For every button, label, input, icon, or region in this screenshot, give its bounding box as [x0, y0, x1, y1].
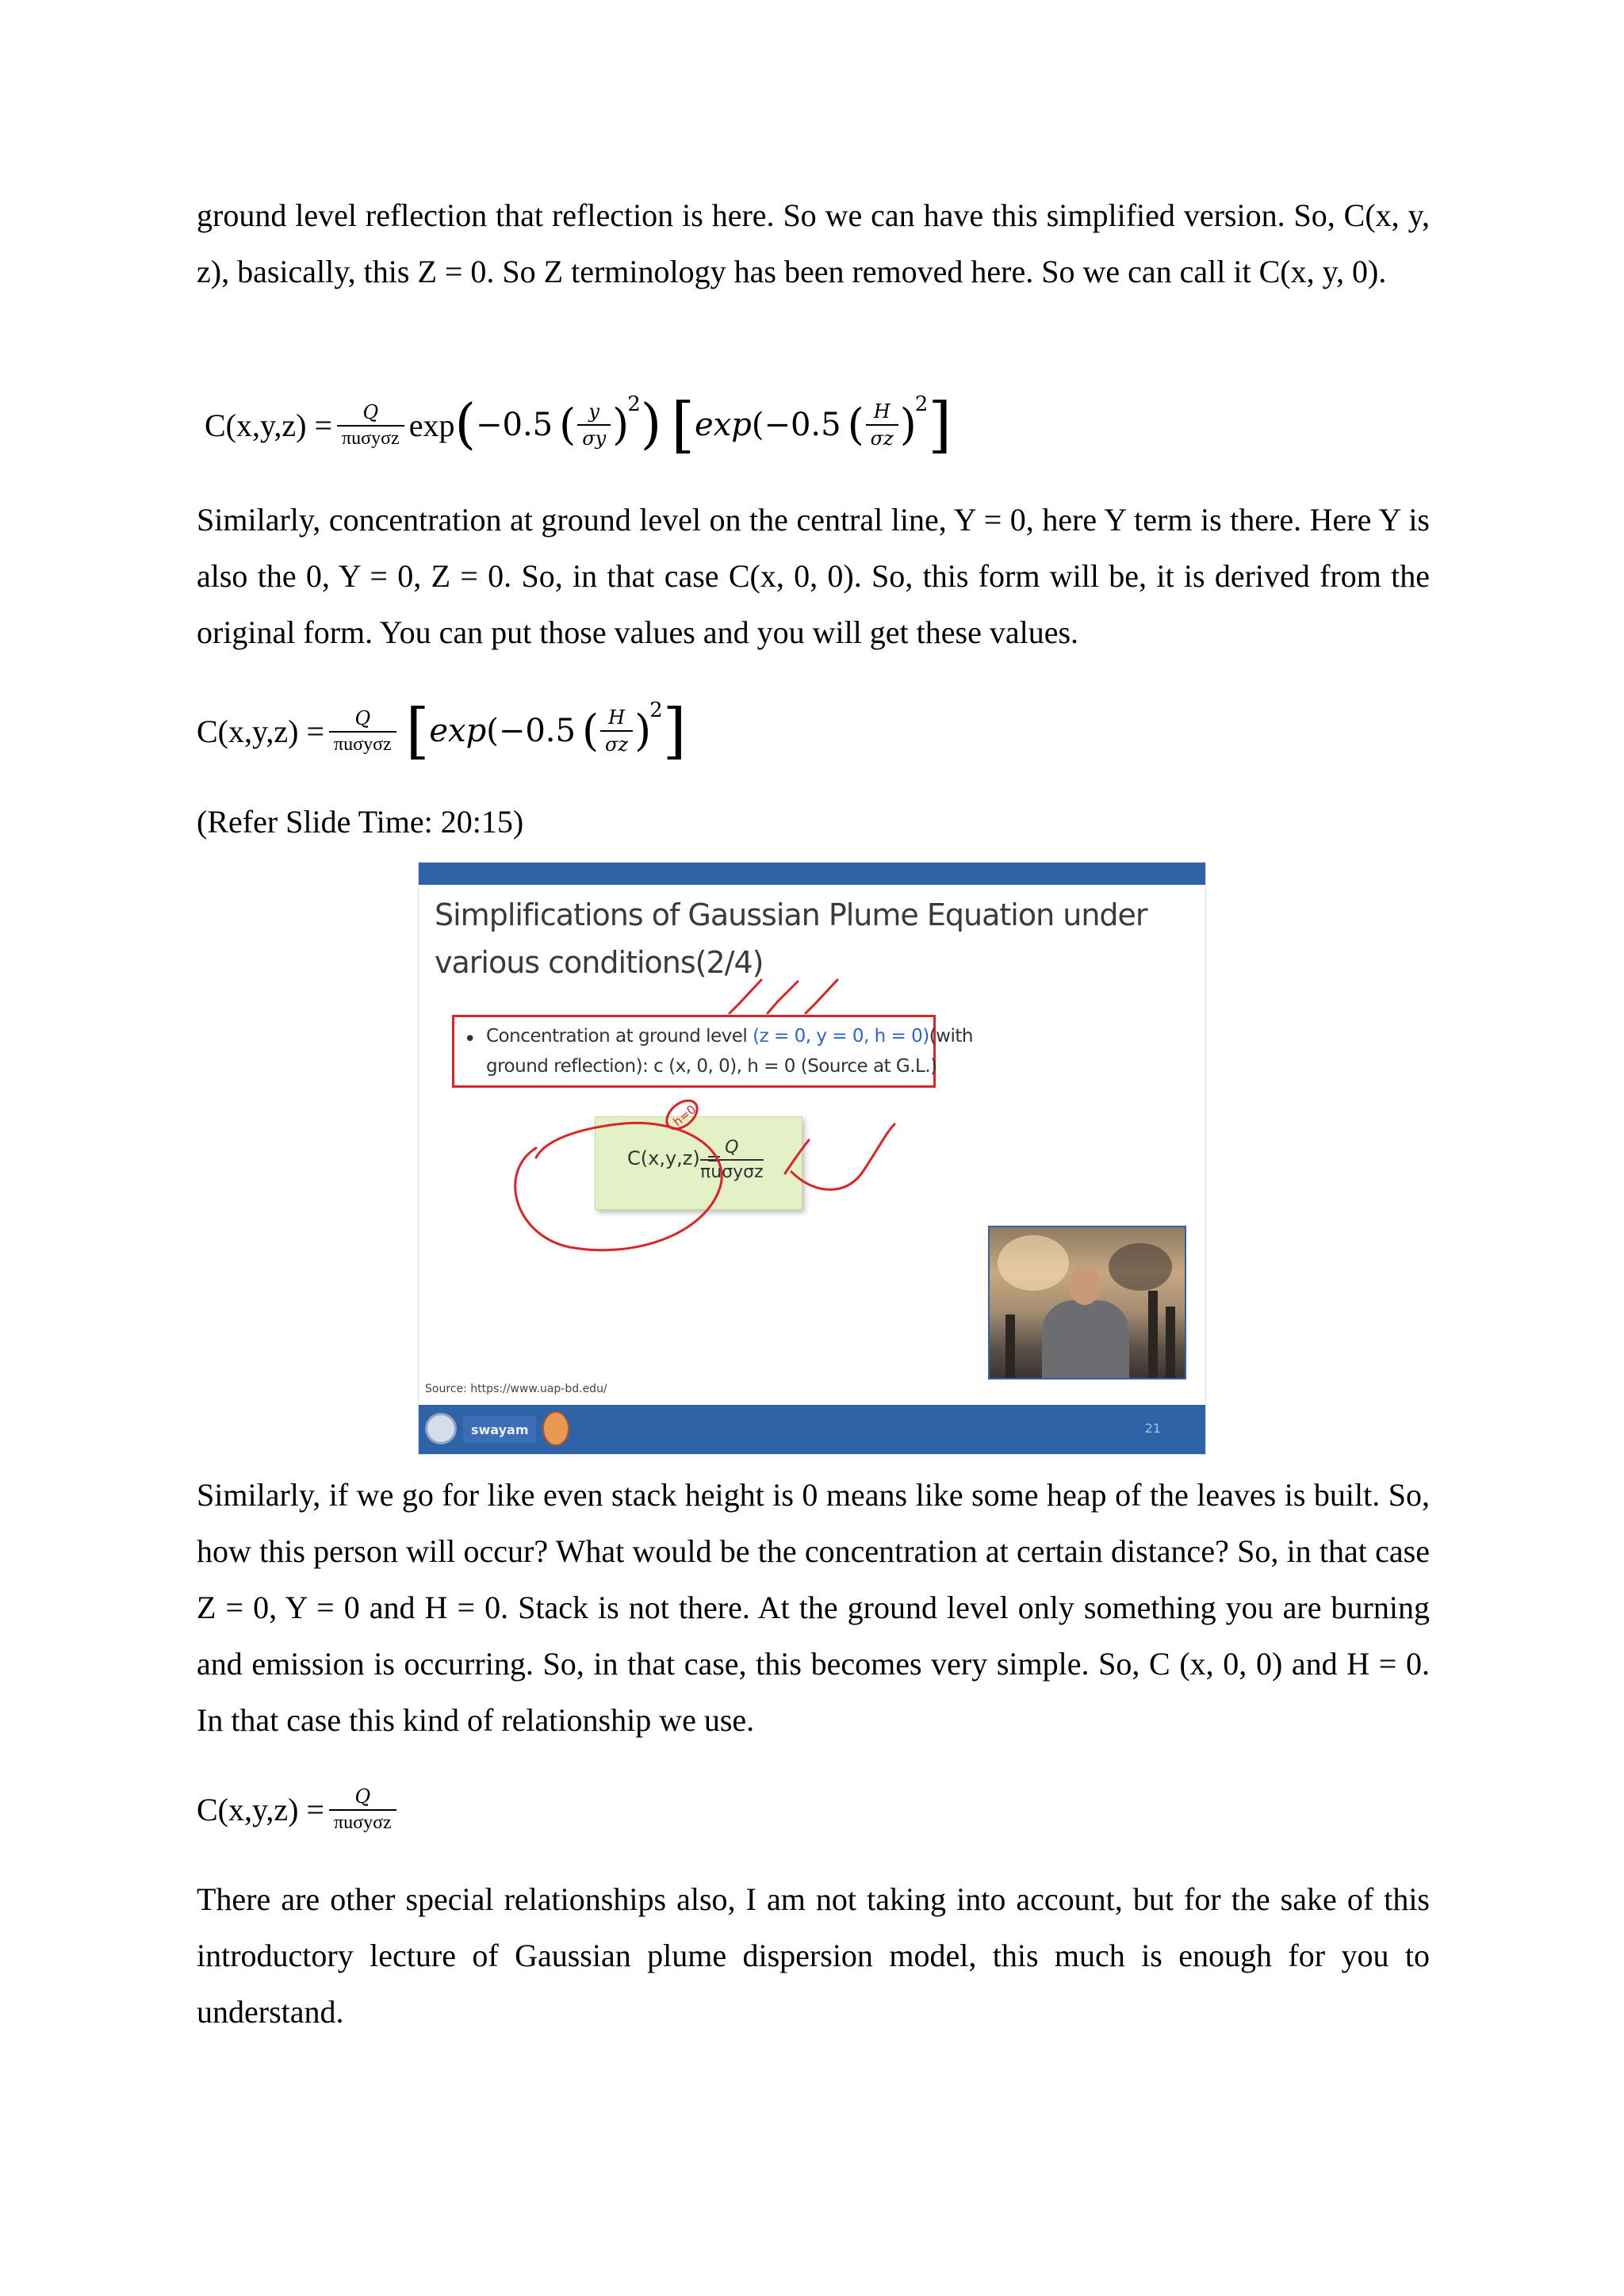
h-equals-zero-annotation: h=0	[670, 1102, 699, 1130]
eq3-lhs: C(x,y,z) =	[197, 1791, 325, 1827]
equation-1: C(x,y,z) = $\frac{Q}{\text{πuσyσz}}$ exp ( −0.5 ( $\frac{y}{\sigma y}$ ) 2 ) [ exp ( −0.5 ( $\frac{H}{\sigma z}$ ) 2 ]	[205, 389, 952, 460]
slide-source: Source: https://www.uap-bd.edu/	[425, 1383, 607, 1395]
slide-page-number: 21	[1144, 1421, 1161, 1436]
lecture-slide	[419, 863, 1205, 1454]
equation-2: C(x,y,z) = $\frac{Q}{\text{πuσyσz}}$ [ exp ( −0.5 ( $\frac{H}{\sigma z}$ ) 2 ]	[197, 695, 687, 766]
paragraph-2: Similarly, concentration at ground level on the central line, Y = 0, here Y term is there. Here Y is also the 0, Y = 0, Z = 0. So, in that case C(x, 0, 0). So, this form will be, it is derived from the original form. You can put those values and you will get these values.	[197, 502, 1430, 650]
swayam-logo: swayam	[463, 1416, 536, 1443]
eq2-fraction: $\frac{Q}{\text{πuσyσz}}$	[329, 707, 396, 756]
eq1-exp: exp	[408, 407, 455, 443]
paragraph-4: There are other special relationships also, I am not taking into account, but for the sake of this introductory lecture of Gaussian plume dispersion model, this much is enough for you to understand.	[197, 1881, 1430, 2030]
highlighted-bullet-box: • Concentration at ground level (z = 0, y = 0, h = 0)(with ground reflection): c (x, 0, 0), h = 0 (Source at G.L.)	[452, 1015, 936, 1088]
nptel-logo-icon	[542, 1411, 569, 1446]
eq1-lhs: C(x,y,z) =	[205, 407, 333, 443]
presenter-avatar	[1042, 1300, 1129, 1380]
eq1-fraction: $\frac{Q}{\text{πuσyσz}}$	[337, 401, 404, 450]
eq3-fraction: $\frac{Q}{\text{πuσyσz}}$	[329, 1785, 396, 1834]
equation-3	[197, 1770, 401, 1849]
refer-slide-time: (Refer Slide Time: 20:15)	[197, 804, 524, 840]
paragraph-1: ground level reflection that reflection is here. So we can have this simplified version. So, C(x, y, z), basically, this Z = 0. So Z terminology has been removed here. So we can call it C(x, y, 0).	[197, 197, 1430, 289]
slide-footer	[419, 1405, 1205, 1454]
eq2-lhs: C(x,y,z) =	[197, 713, 325, 749]
formula-box: C(x,y,z) = Q πuσyσz	[595, 1116, 802, 1210]
paragraph-3: Similarly, if we go for like even stack height is 0 means like some heap of the leaves is built. So, how this person will occur? What would be the concentration at certain distance? So, in that case Z = 0, Y = 0 and H = 0. Stack is not there. At the ground level only something you are burning and emission is occurring. So, in that case, this becomes very simple. So, C (x, 0, 0) and H = 0. In that case this kind of relationship we use.	[197, 1477, 1430, 1738]
slide-title: Simplifications of Gaussian Plume Equation under various conditions(2/4)	[435, 897, 1147, 980]
bullet-icon: •	[464, 1027, 477, 1051]
presenter-video	[988, 1226, 1186, 1380]
institute-logo-icon	[425, 1413, 457, 1445]
